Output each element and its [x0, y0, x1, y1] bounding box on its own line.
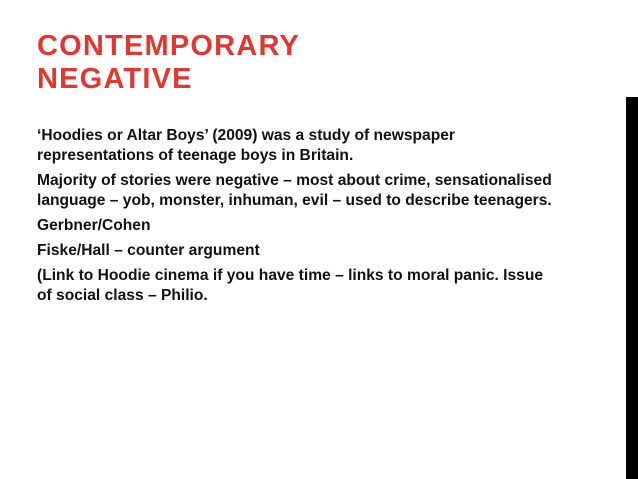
slide-body-text — [37, 126, 557, 311]
slide-title — [37, 30, 597, 96]
paragraph-gerbner-cohen: Gerbner/Cohen — [37, 217, 151, 234]
paragraph-study: ‘Hoodies or Altar Boys’ (2009) was a study of newspaper representations of teenage boys in Britain. — [37, 127, 455, 164]
paragraph-majority-negative: Majority of stories were negative – most about crime, sensationalised language – yob, monster, inhuman, evil – used to describe teenagers. — [37, 172, 552, 209]
paragraph-fiske-hall: Fiske/Hall – counter argument — [37, 242, 260, 259]
slide-title-line-2: NEGATIVE — [37, 63, 193, 95]
slide-accent-bar — [626, 97, 638, 479]
paragraph-hoodie-cinema-link: (Link to Hoodie cinema if you have time – links to moral panic. Issue of social class – Philio. — [37, 267, 544, 304]
slide-title-line-1: CONTEMPORARY — [37, 30, 301, 62]
